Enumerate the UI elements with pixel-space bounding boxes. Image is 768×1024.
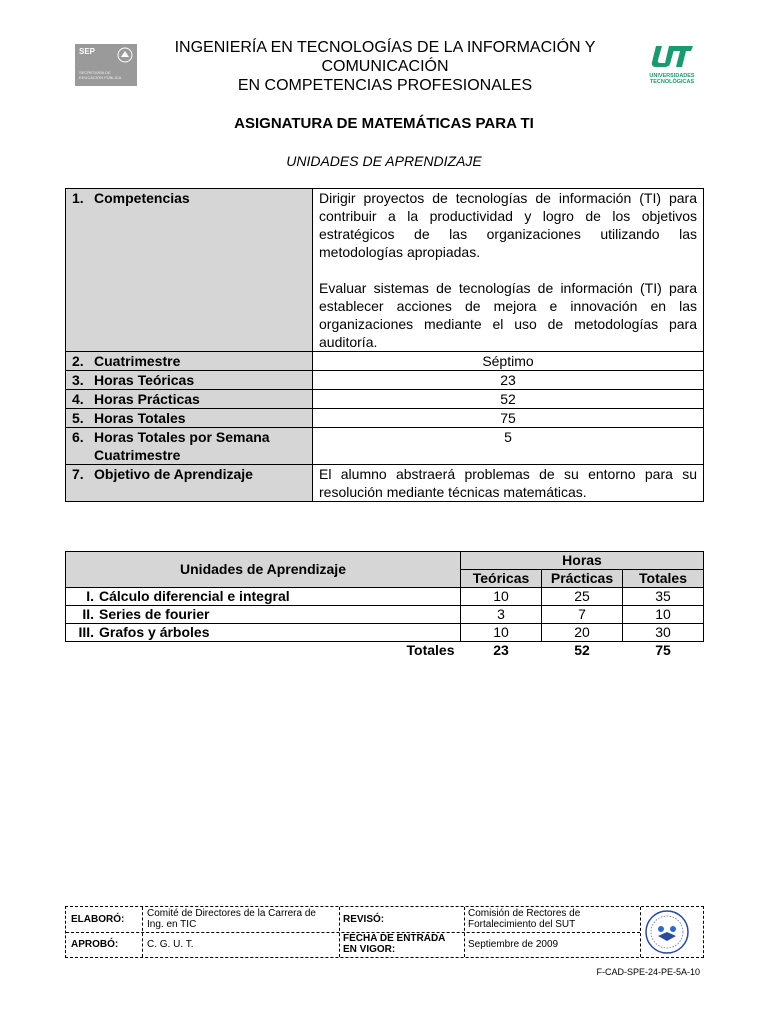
unit-totales: 30 — [623, 624, 704, 642]
elaboro-label: ELABORÓ: — [71, 914, 125, 925]
title-line-3: EN COMPETENCIAS PROFESIONALES — [237, 77, 533, 94]
competencia-2: Evaluar sistemas de tecnologías de información (TI) para establecer acciones de mejora e innovación en las organizaciones mediante el uso de metodologías para auditoría. — [319, 280, 697, 350]
row-cuatrimestre — [66, 352, 704, 371]
ut-logo — [645, 44, 699, 90]
horas-teoricas-value: 23 — [313, 371, 704, 390]
horas-teoricas-label: 3. Horas Teóricas — [66, 371, 313, 390]
unit-practicas: 25 — [542, 588, 623, 606]
col-units-header: Unidades de Aprendizaje — [66, 552, 461, 588]
col-totales-header: Totales — [623, 570, 704, 588]
row-horas-semana — [66, 428, 704, 465]
sut-seal-icon — [644, 909, 690, 955]
units-heading: UNIDADES DE APRENDIZAJE — [286, 153, 482, 169]
row-objetivo — [66, 465, 704, 502]
ut-logo-line1: UNIVERSIDADES — [649, 73, 695, 79]
totals-row — [66, 642, 704, 660]
objetivo-label: 7. Objetivo de Aprendizaje — [66, 465, 313, 502]
cuatrimestre-value: Séptimo — [313, 352, 704, 371]
totals-teoricas: 23 — [493, 642, 509, 658]
unit-teoricas: 3 — [461, 606, 542, 624]
table-row — [66, 606, 704, 624]
unit-practicas: 7 — [542, 606, 623, 624]
sep-logo-text: SEP — [79, 47, 96, 56]
table-row — [66, 588, 704, 606]
col-horas-header: Horas — [461, 552, 704, 570]
cuatrimestre-label: 2. Cuatrimestre — [66, 352, 313, 371]
approval-footer — [65, 906, 704, 958]
elaboro-value: Comité de Directores de la Carrera de Ing. en TIC — [147, 908, 316, 930]
row-horas-totales — [66, 409, 704, 428]
aprobo-value: C. G. U. T. — [147, 939, 194, 950]
title-line-1: INGENIERÍA EN TECNOLOGÍAS DE LA INFORMACIÓN Y — [174, 39, 596, 56]
competencias-value — [313, 189, 704, 352]
competencias-label: 1. Competencias — [66, 189, 313, 352]
ut-logo-line2: TECNOLÓGICAS — [649, 79, 695, 85]
unit-practicas: 20 — [542, 624, 623, 642]
totals-totales: 75 — [655, 642, 671, 658]
competencia-1: Dirigir proyectos de tecnologías de información (TI) para contribuir a la productividad y logro de los objetivos estratégicos de las organizaciones utilizando las metodologías apropiadas. — [319, 190, 697, 260]
objetivo-value: El alumno abstraerá problemas de su entorno para su resolución mediante técnicas matemáticas. — [313, 465, 704, 502]
horas-practicas-label: 4. Horas Prácticas — [66, 390, 313, 409]
reviso-label: REVISÓ: — [343, 914, 385, 925]
info-table — [65, 188, 704, 502]
horas-semana-value: 5 — [313, 428, 704, 465]
horas-totales-value: 75 — [313, 409, 704, 428]
reviso-value: Comisión de Rectores de Fortalecimiento del SUT — [468, 908, 581, 930]
document-title — [140, 38, 630, 95]
horas-semana-label: 6. Horas Totales por Semana Cuatrimestre — [66, 428, 313, 465]
sep-logo-subtext: SECRETARÍA DE EDUCACIÓN PÚBLICA — [79, 70, 122, 80]
unit-name: I. Cálculo diferencial e integral — [66, 588, 461, 606]
fecha-label: FECHA DE ENTRADA EN VIGOR: — [343, 933, 446, 955]
col-practicas-header: Prácticas — [542, 570, 623, 588]
col-teoricas-header: Teóricas — [461, 570, 542, 588]
mexico-eagle-icon — [117, 47, 133, 63]
subject-title: ASIGNATURA DE MATEMÁTICAS PARA TI — [234, 115, 534, 132]
unit-name: III. Grafos y árboles — [66, 624, 461, 642]
unit-teoricas: 10 — [461, 624, 542, 642]
aprobo-label: APROBÓ: — [71, 939, 119, 950]
table-row — [66, 624, 704, 642]
horas-practicas-value: 52 — [313, 390, 704, 409]
totals-label: Totales — [406, 642, 455, 658]
horas-totales-label: 5. Horas Totales — [66, 409, 313, 428]
unit-totales: 35 — [623, 588, 704, 606]
sep-logo — [75, 44, 137, 86]
totals-practicas: 52 — [574, 642, 590, 658]
unit-totales: 10 — [623, 606, 704, 624]
title-line-2: COMUNICACIÓN — [321, 58, 449, 75]
fecha-value: Septiembre de 2009 — [468, 939, 559, 950]
ut-mark-icon — [650, 44, 694, 68]
row-horas-teoricas — [66, 371, 704, 390]
hours-table — [65, 551, 704, 659]
hours-header-row-1 — [66, 552, 704, 570]
row-horas-practicas — [66, 390, 704, 409]
unit-name: II. Series de fourier — [66, 606, 461, 624]
row-competencias — [66, 189, 704, 352]
document-code: F-CAD-SPE-24-PE-5A-10 — [596, 967, 700, 977]
unit-teoricas: 10 — [461, 588, 542, 606]
